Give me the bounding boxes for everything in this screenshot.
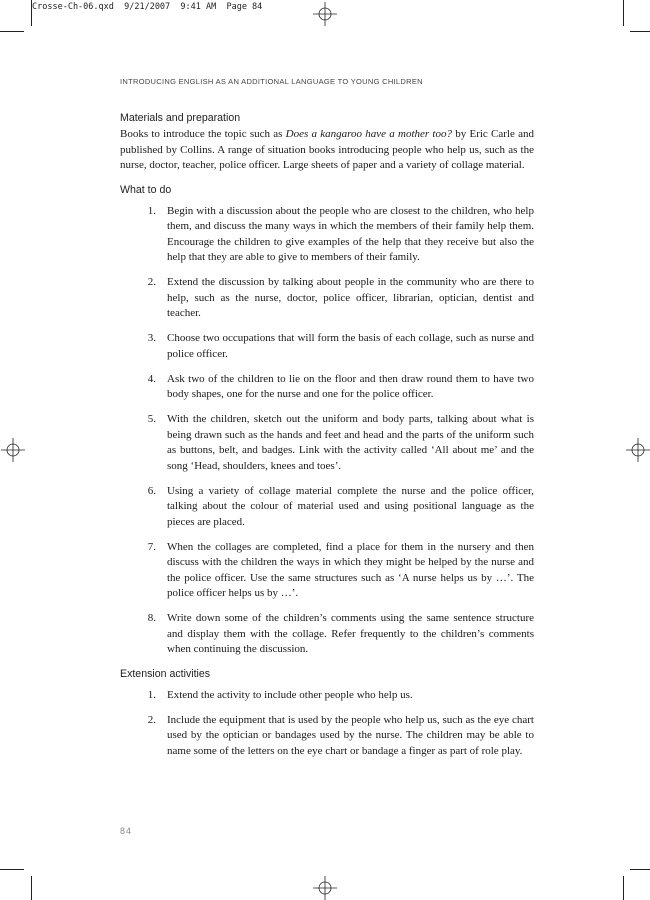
step-text: Begin with a discussion about the people who are closest to the children, who help them, and discuss the many ways in which the members of their family help them. Encourage the children to give examples of the help that they receive but also the help that they are able to give to members of their family. [167,204,534,263]
list-item [120,204,534,266]
printer-slug: Crosse-Ch-06.qxd 9/21/2007 9:41 AM Page 84 [32,2,263,12]
crop-mark-top-left-v [31,0,32,26]
list-item [120,688,534,704]
registration-mark-top [313,2,337,26]
step-number: 7. [147,540,156,553]
extension-number: 2. [147,713,156,726]
extension-text: Extend the activity to include other people who help us. [167,688,413,701]
step-text: Extend the discussion by talking about people in the community who are there to help, such as the nurse, doctor, police officer, librarian, optician, dentist and teacher. [167,276,534,319]
registration-mark-bottom [313,876,337,900]
step-number: 6. [147,484,156,497]
list-item [120,412,534,474]
list-item [120,540,534,602]
extension-number: 1. [147,688,156,701]
step-number: 3. [147,332,156,344]
crop-mark-bottom-left-v [31,876,32,900]
extension-text: Include the equipment that is used by the people who help us, such as the eye chart used by the optician or bandages used by the nurse. The children may be able to name some of the letters on the eye chart or bandage a finger as part of role play. [167,713,534,757]
step-number: 2. [147,276,156,288]
extension-list [120,688,534,760]
list-item [120,372,534,403]
step-number: 5. [147,413,156,425]
list-item [120,331,534,362]
step-number: 1. [147,204,156,217]
running-head: INTRODUCING ENGLISH AS AN ADDITIONAL LANGUAGE TO YOUNG CHILDREN [120,77,423,86]
list-item [120,713,534,760]
crop-mark-top-right-h [630,31,650,32]
crop-mark-bottom-left-h [0,869,24,870]
crop-mark-top-left-h [0,31,24,32]
what-to-do-heading: What to do [120,183,172,196]
step-number: 8. [147,612,156,624]
step-number: 4. [147,372,156,385]
materials-heading: Materials and preparation [120,112,241,124]
extension-heading: Extension activities [120,667,211,680]
list-item [120,484,534,531]
page-content [120,112,534,769]
registration-mark-left [1,438,25,462]
steps-list [120,204,534,658]
crop-mark-top-right-v [623,0,624,26]
list-item [120,611,534,658]
materials-text-after: by Eric Carle and published by Collins. A range of situation books introducing people who help us, such as the nurse, doctor, teacher, police officer. Large sheets of paper and a variety of collage material. [120,128,534,171]
list-item [120,275,534,322]
page-number: 84 [120,826,133,836]
book-title: Does a kangaroo have a mother too? [285,128,452,140]
registration-mark-right [626,438,650,462]
materials-text-before: Books to introduce the topic such as [120,128,286,140]
step-text: Choose two occupations that will form the basis of each collage, such as nurse and police officer. [167,332,534,360]
step-text: When the collages are completed, find a place for them in the nursery and then discuss with the children the ways in which they might be helped by the nurse and the police officer. Use the same structures such as ‘A nurse helps us by …’. The police officer helps us by …’. [167,540,534,599]
step-text: Ask two of the children to lie on the floor and then draw round them to have two body shapes, one for the nurse and one for the police officer. [167,372,534,400]
materials-paragraph [120,127,534,174]
step-text: With the children, sketch out the uniform and body parts, talking about what is being drawn such as the hands and feet and head and the parts of the uniform such as buttons, belt, and badges. Link with the activity called ‘All about me’ and the song ‘Head, shoulders, knees and toes’. [167,413,534,472]
crop-mark-bottom-right-h [630,869,650,870]
step-text: Write down some of the children’s comments using the same sentence structure and display them with the collage. Refer frequently to the children’s comments when continuing the discussion. [167,612,534,655]
crop-mark-bottom-right-v [623,876,624,900]
step-text: Using a variety of collage material complete the nurse and the police officer, talking about the colour of material used and using positional language as the pieces are placed. [167,484,534,528]
